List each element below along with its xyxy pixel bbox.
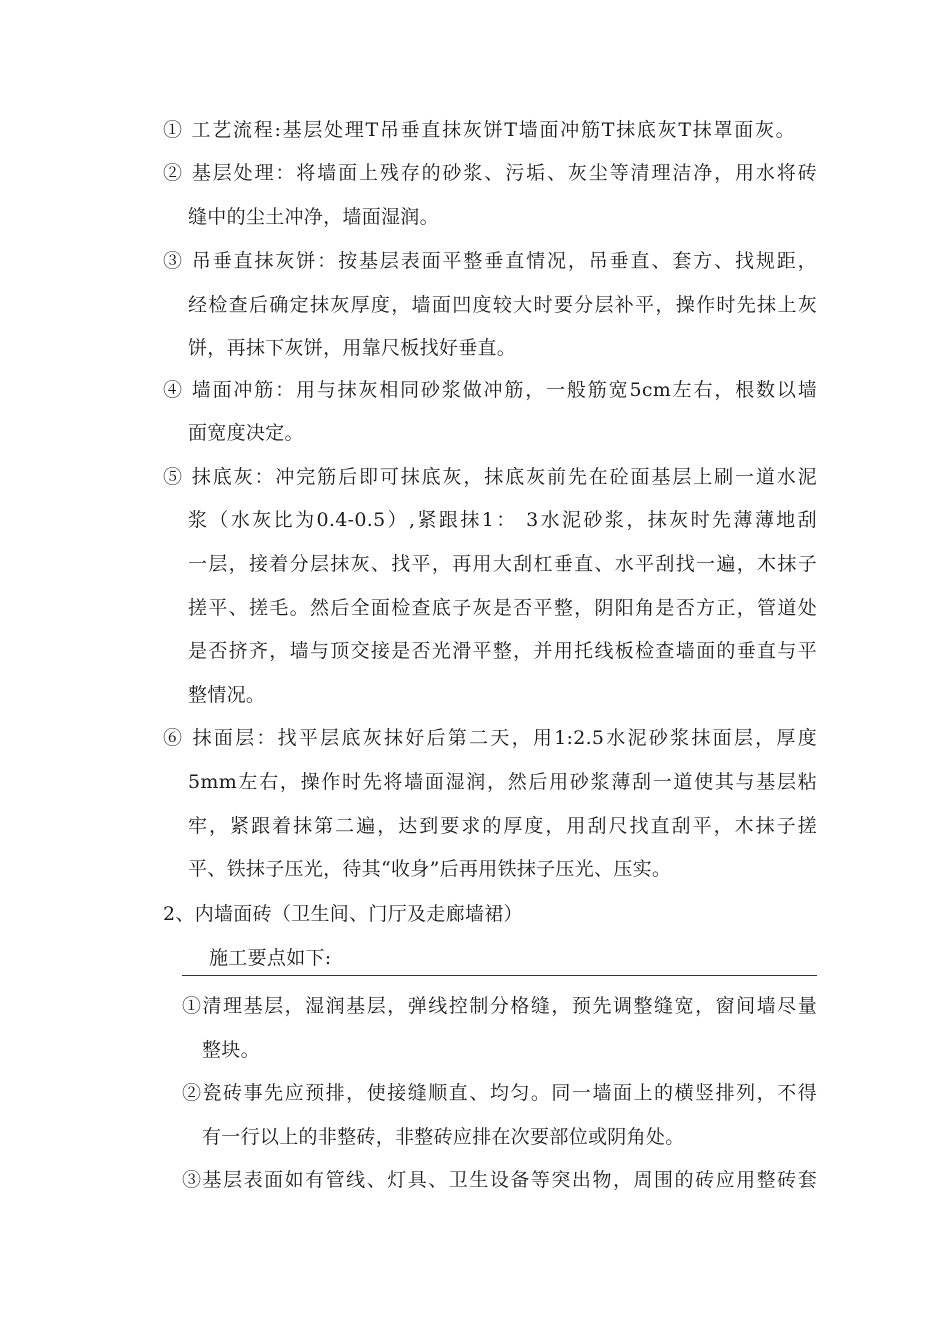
flow-step-3-line: 饼，再抹下灰饼，用靠尺板找好垂直。 (188, 337, 517, 359)
section-heading: 2、内墙面砖（卫生间、门厅及走廊墙裙） (163, 903, 523, 925)
flow-step-5-line: ⑤ 抹底灰：冲完筋后即可抹底灰，抹底灰前先在砼面基层上刷一道水泥 (163, 466, 817, 488)
subsection-label: 施工要点如下: (209, 947, 332, 969)
flow-step-5-line: 浆（水灰比为0.4-0.5）,紧跟抹1： 3水泥砂浆，抹灰时先薄薄地刮 (188, 509, 817, 531)
flow-step-6-line: 平、铁抹子压光，待其“收身”后再用铁抹子压光、压实。 (188, 858, 672, 880)
flow-step-2-line: ② 基层处理：将墙面上残存的砂浆、污垢、灰尘等清理洁净，用水将砖 (163, 162, 817, 184)
flow-step-3-line: 经检查后确定抹灰厚度，墙面凹度较大时要分层补平，操作时先抹上灰 (188, 294, 817, 316)
flow-step-5-line: 一层，接着分层抹灰、找平，再用大刮杠垂直、水平刮找一遍，木抹子 (188, 553, 817, 575)
tile-point-3-line: ③基层表面如有管线、灯具、卫生设备等突出物，周围的砖应用整砖套 (182, 1169, 817, 1191)
tile-point-2-line: 有一行以上的非整砖，非整砖应排在次要部位或阴角处。 (202, 1126, 685, 1148)
flow-step-5-line: 搓平、搓毛。然后全面检查底子灰是否平整，阴阳角是否方正，管道处 (188, 597, 817, 619)
flow-step-6-line: 5mm左右，操作时先将墙面湿润，然后用砂浆薄刮一道使其与基层粘 (188, 771, 817, 793)
flow-step-6-line: ⑥ 抹面层：找平层底灰抹好后第二天，用1:2.5水泥砂浆抹面层，厚度 (163, 727, 817, 749)
flow-step-5-line: 整情况。 (188, 684, 266, 706)
flow-step-4-line: 面宽度决定。 (188, 422, 304, 444)
flow-step-3-line: ③ 吊垂直抹灰饼：按基层表面平整垂直情况，吊垂直、套方、找规距， (163, 250, 817, 272)
divider-rule (182, 975, 817, 976)
flow-step-2-line: 缝中的尘土冲净，墙面湿润。 (188, 206, 439, 228)
flow-step-4-line: ④ 墙面冲筋：用与抹灰相同砂浆做冲筋，一般筋宽5cm左右，根数以墙 (163, 379, 817, 401)
tile-point-1-line: ①清理基层，湿润基层，弹线控制分格缝，预先调整缝宽，窗间墙尽量 (182, 995, 817, 1017)
flow-step-6-line: 牢，紧跟着抹第二遍，达到要求的厚度，用刮尺找直刮平，木抹子搓 (188, 815, 817, 837)
tile-point-1-line: 整块。 (202, 1039, 260, 1061)
tile-point-2-line: ②瓷砖事先应预排，使接缝顺直、均匀。同一墙面上的横竖排列，不得 (182, 1082, 817, 1104)
flow-step-5-line: 是否挤齐，墙与顶交接是否光滑平整，并用托线板检查墙面的垂直与平 (188, 640, 817, 662)
flow-step-1-line: ① 工艺流程:基层处理T吊垂直抹灰饼T墙面冲筋T抹底灰T抹罩面灰。 (163, 119, 795, 141)
